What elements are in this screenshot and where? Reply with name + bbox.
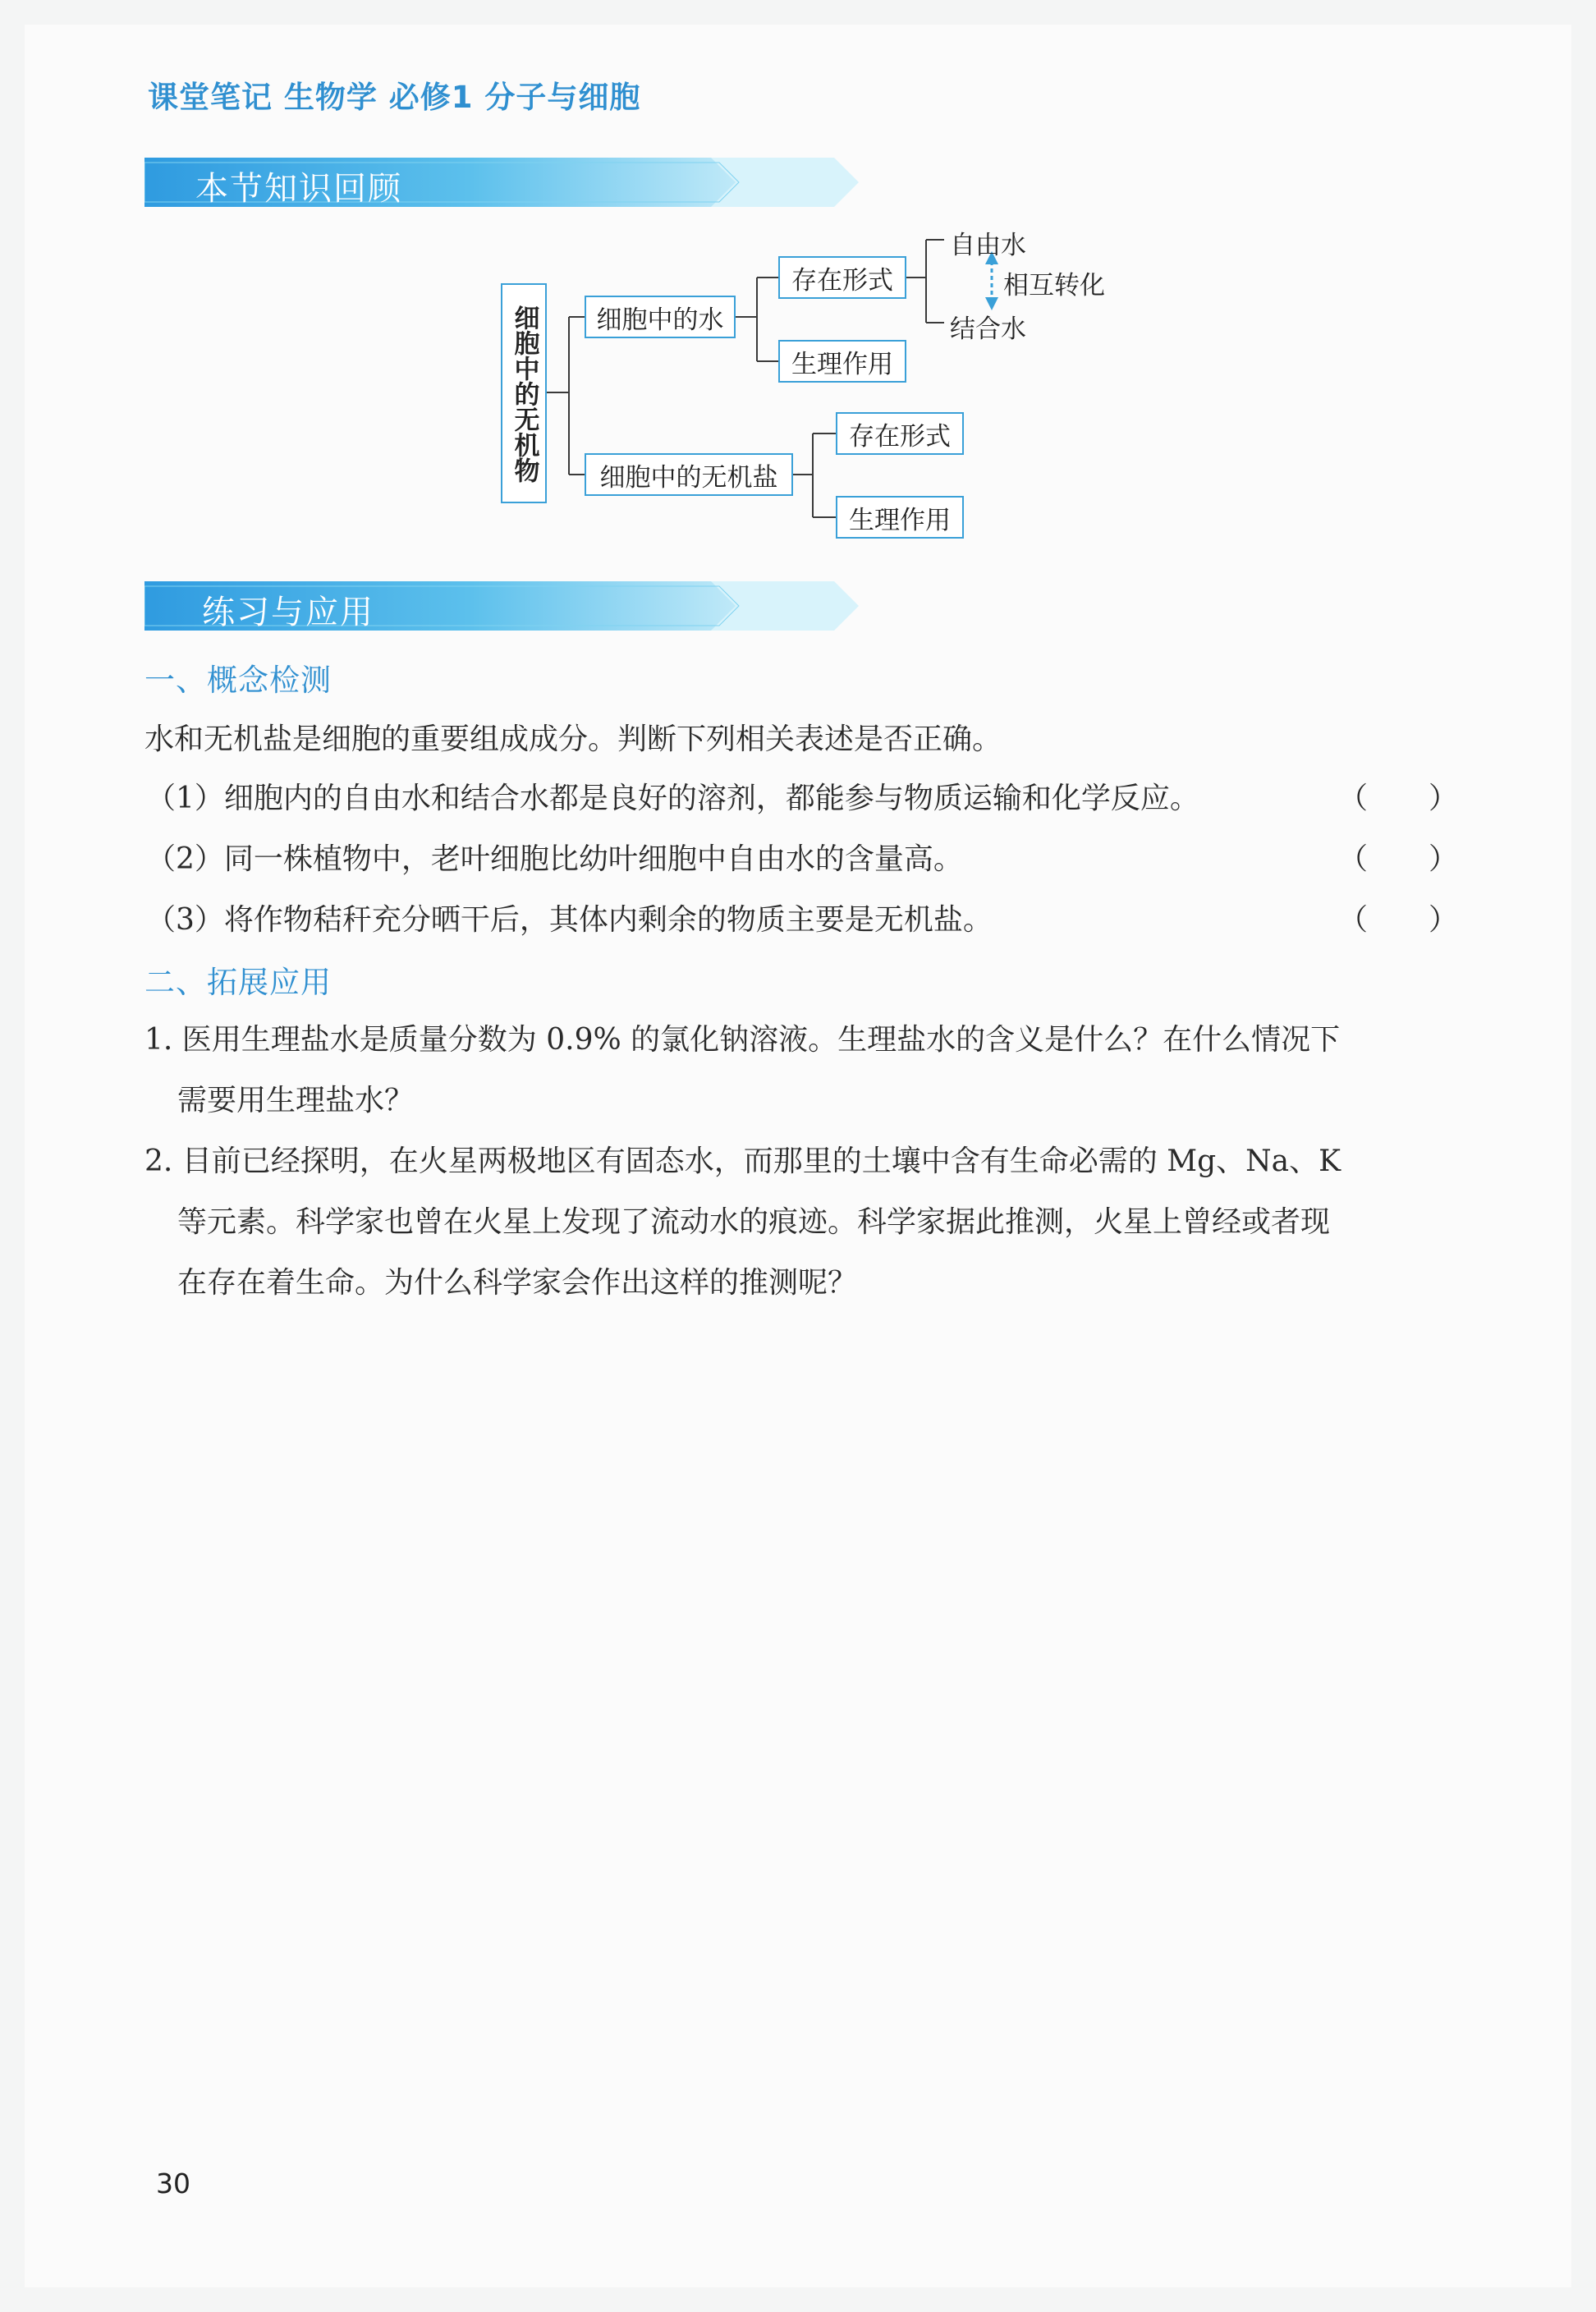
- label-free-water: 自由水: [950, 231, 1026, 260]
- question-2-line-3: 在存在着生命。为什么科学家会作出这样的推测呢？: [177, 1266, 858, 1300]
- answer-paren-close: ）: [1429, 782, 1459, 815]
- node-salt-function: 生理作用: [836, 496, 964, 539]
- page-number: 30: [156, 2168, 190, 2200]
- concept-root: 细胞中的无机物: [501, 283, 547, 503]
- node-salt-form: 存在形式: [836, 412, 964, 455]
- node-water-form: 存在形式: [778, 256, 906, 299]
- judge-item-2: （2）同一株植物中，老叶细胞比幼叶细胞中自由水的含量高。: [146, 842, 963, 876]
- review-banner-label: 本节知识回顾: [195, 170, 402, 208]
- practice-banner-label: 练习与应用: [202, 594, 374, 631]
- judge-item-1: （1）细胞内的自由水和结合水都是良好的溶剂，都能参与物质运输和化学反应。: [146, 782, 1199, 815]
- answer-paren-open: （: [1338, 842, 1369, 876]
- question-1-line-2: 需要用生理盐水？: [177, 1084, 415, 1117]
- answer-paren-close: ）: [1429, 903, 1459, 937]
- practice-banner: [144, 581, 859, 631]
- answer-paren-open: （: [1338, 903, 1369, 937]
- label-interconvert: 相互转化: [1003, 271, 1105, 300]
- answer-paren-open: （: [1338, 782, 1369, 815]
- node-water: 细胞中的水: [585, 296, 736, 338]
- running-header: 课堂笔记 生物学 必修1 分子与细胞: [148, 80, 641, 115]
- section1-intro: 水和无机盐是细胞的重要组成成分。判断下列相关表述是否正确。: [144, 722, 1002, 756]
- answer-paren-close: ）: [1429, 842, 1459, 876]
- section-heading-concept-check: 一、概念检测: [144, 663, 332, 698]
- question-1-line-1: 1. 医用生理盐水是质量分数为 0.9% 的氯化钠溶液。生理盐水的含义是什么？在什么情况下: [144, 1023, 1341, 1057]
- judge-item-3: （3）将作物秸秆充分晒干后，其体内剩余的物质主要是无机盐。: [146, 903, 993, 937]
- label-bound-water: 结合水: [950, 314, 1026, 344]
- concept-map: [0, 0, 1596, 575]
- node-salt: 细胞中的无机盐: [585, 453, 793, 496]
- question-2-line-2: 等元素。科学家也曾在火星上发现了流动水的痕迹。科学家据此推测，火星上曾经或者现: [177, 1205, 1331, 1239]
- section-heading-extension: 二、拓展应用: [144, 965, 332, 1000]
- question-2-line-1: 2. 目前已经探明，在火星两极地区有固态水，而那里的土壤中含有生命必需的 Mg、Na、K: [144, 1145, 1341, 1178]
- node-water-function: 生理作用: [778, 340, 906, 383]
